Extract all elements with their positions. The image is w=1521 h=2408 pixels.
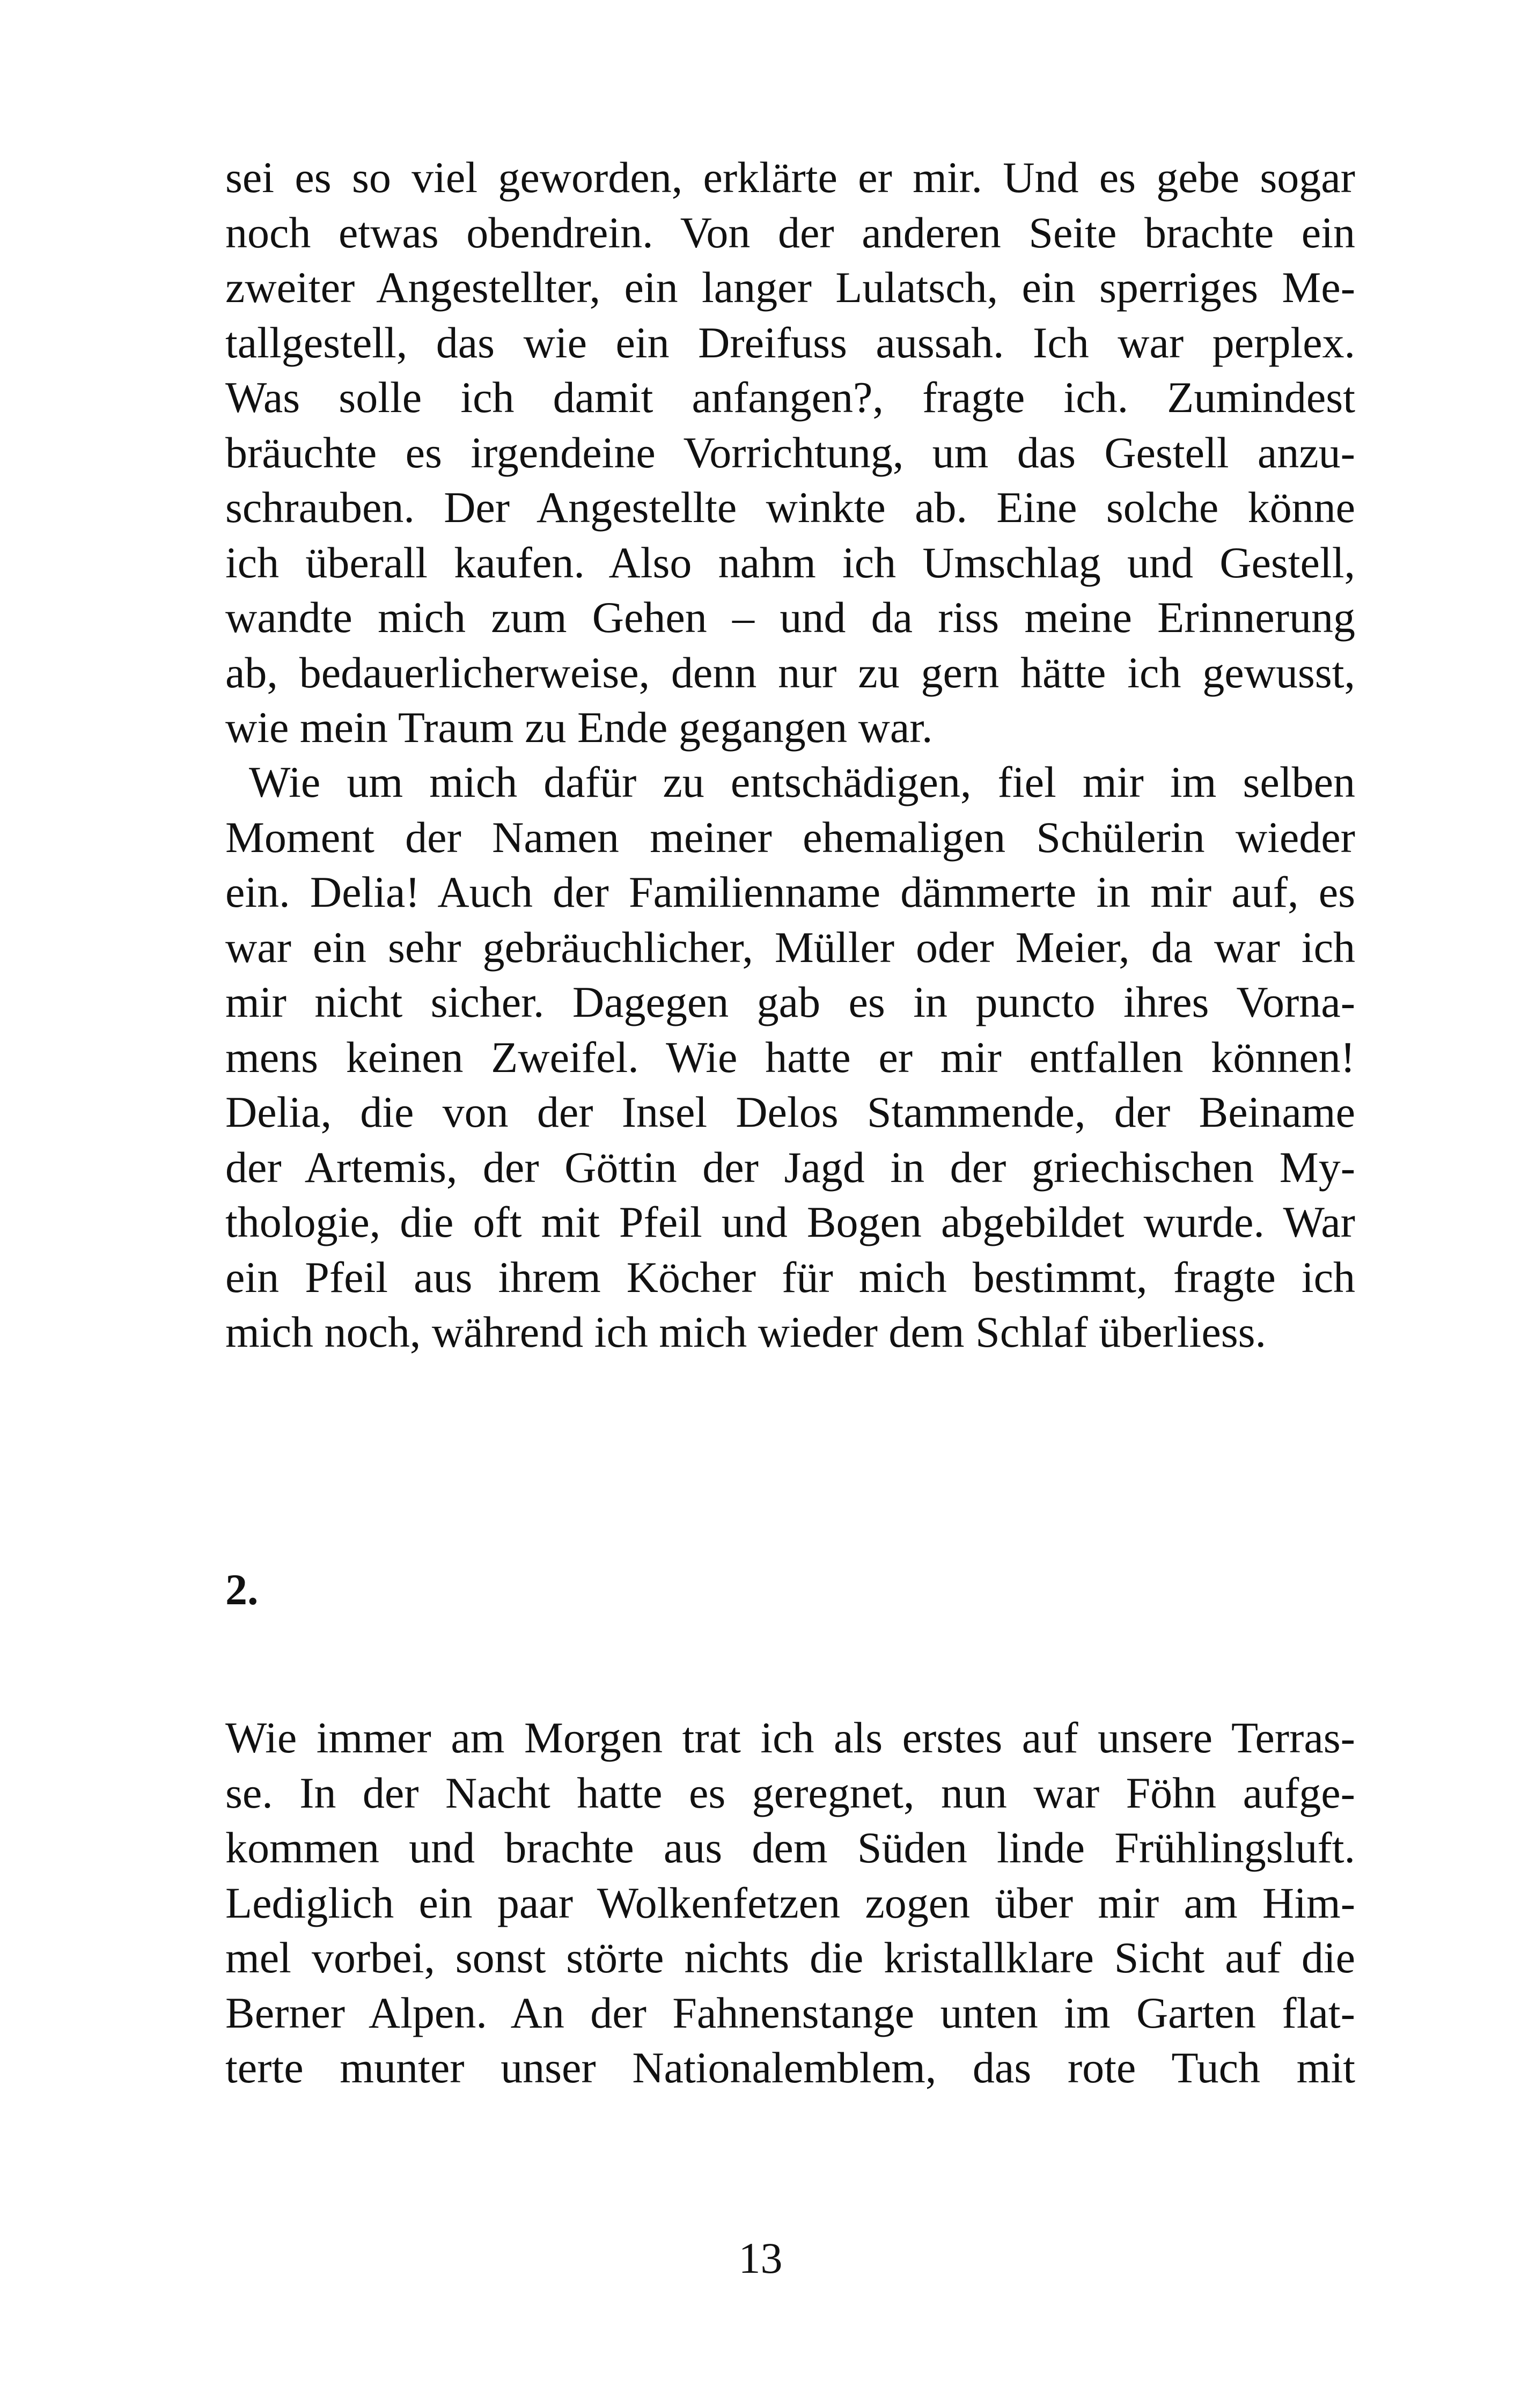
- text-line: Delia, die von der Insel Delos Stammende, der Beiname: [225, 1088, 1355, 1136]
- text-line: kommen und brachte aus dem Süden linde Frühlingsluft.: [225, 1823, 1355, 1872]
- text-line: ein. Delia! Auch der Familienname dämmerte in mir auf, es: [225, 868, 1355, 916]
- text-line: ein Pfeil aus ihrem Köcher für mich bestimmt, fragte ich: [225, 1252, 1355, 1302]
- text-line: bräuchte es irgendeine Vorrichtung, um das Gestell anzu-: [225, 428, 1355, 477]
- text-line: zweiter Angestellter, ein langer Lulatsch, ein sperriges Me-: [225, 263, 1355, 312]
- text-line: Berner Alpen. An der Fahnenstange unten im Garten flat-: [225, 1988, 1355, 2037]
- text-line: mens keinen Zweifel. Wie hatte er mir entfallen können!: [225, 1032, 1355, 1082]
- text-line: schrauben. Der Angestellte winkte ab. Eine solche könne: [225, 483, 1355, 532]
- text-line: ab, bedauerlicherweise, denn nur zu gern hätte ich gewusst,: [225, 648, 1355, 697]
- text-line: Moment der Namen meiner ehemaligen Schülerin wieder: [225, 812, 1355, 862]
- text-line: wie mein Traum zu Ende gegangen war.: [225, 703, 933, 752]
- text-line: Was solle ich damit anfangen?, fragte ich. Zumindest: [225, 373, 1355, 422]
- text-line: sei es so viel geworden, erklärte er mir. Und es gebe sogar: [225, 153, 1355, 202]
- text-line: ich überall kaufen. Also nahm ich Umschlag und Gestell,: [225, 538, 1355, 587]
- text-line: wandte mich zum Gehen – und da riss meine Erinnerung: [225, 593, 1355, 642]
- page-number: 13: [738, 2234, 783, 2282]
- text-line: mich noch, während ich mich wieder dem Schlaf überliess.: [225, 1308, 1267, 1356]
- text-line: terte munter unser Nationalemblem, das rote Tuch mit: [225, 2043, 1355, 2092]
- paragraph-delia: [225, 755, 1355, 1360]
- text-line: Wie um mich dafür zu entschädigen, fiel mir im selben: [249, 758, 1355, 806]
- text-line: thologie, die oft mit Pfeil und Bogen abgebildet wurde. War: [225, 1198, 1355, 1246]
- text-line: tallgestell, das wie ein Dreifuss aussah. Ich war perplex.: [225, 318, 1355, 367]
- text-line: der Artemis, der Göttin der Jagd in der griechischen My-: [225, 1142, 1355, 1192]
- paragraph-morning-terrace: [225, 1710, 1355, 2096]
- text-line: Wie immer am Morgen trat ich als erstes auf unsere Terras-: [225, 1713, 1355, 1762]
- text-line: mir nicht sicher. Dagegen gab es in puncto ihres Vorna-: [225, 978, 1355, 1026]
- text-line: se. In der Nacht hatte es geregnet, nun war Föhn aufge-: [225, 1768, 1355, 1817]
- text-line: Lediglich ein paar Wolkenfetzen zogen über mir am Him-: [225, 1878, 1355, 1927]
- paragraph-dream-ending: [225, 150, 1355, 755]
- chapter-heading: 2.: [225, 1565, 259, 1614]
- text-line: noch etwas obendrein. Von der anderen Seite brachte ein: [225, 208, 1355, 257]
- text-line: mel vorbei, sonst störte nichts die kristallklare Sicht auf die: [225, 1933, 1355, 1982]
- text-line: war ein sehr gebräuchlicher, Müller oder Meier, da war ich: [225, 922, 1355, 972]
